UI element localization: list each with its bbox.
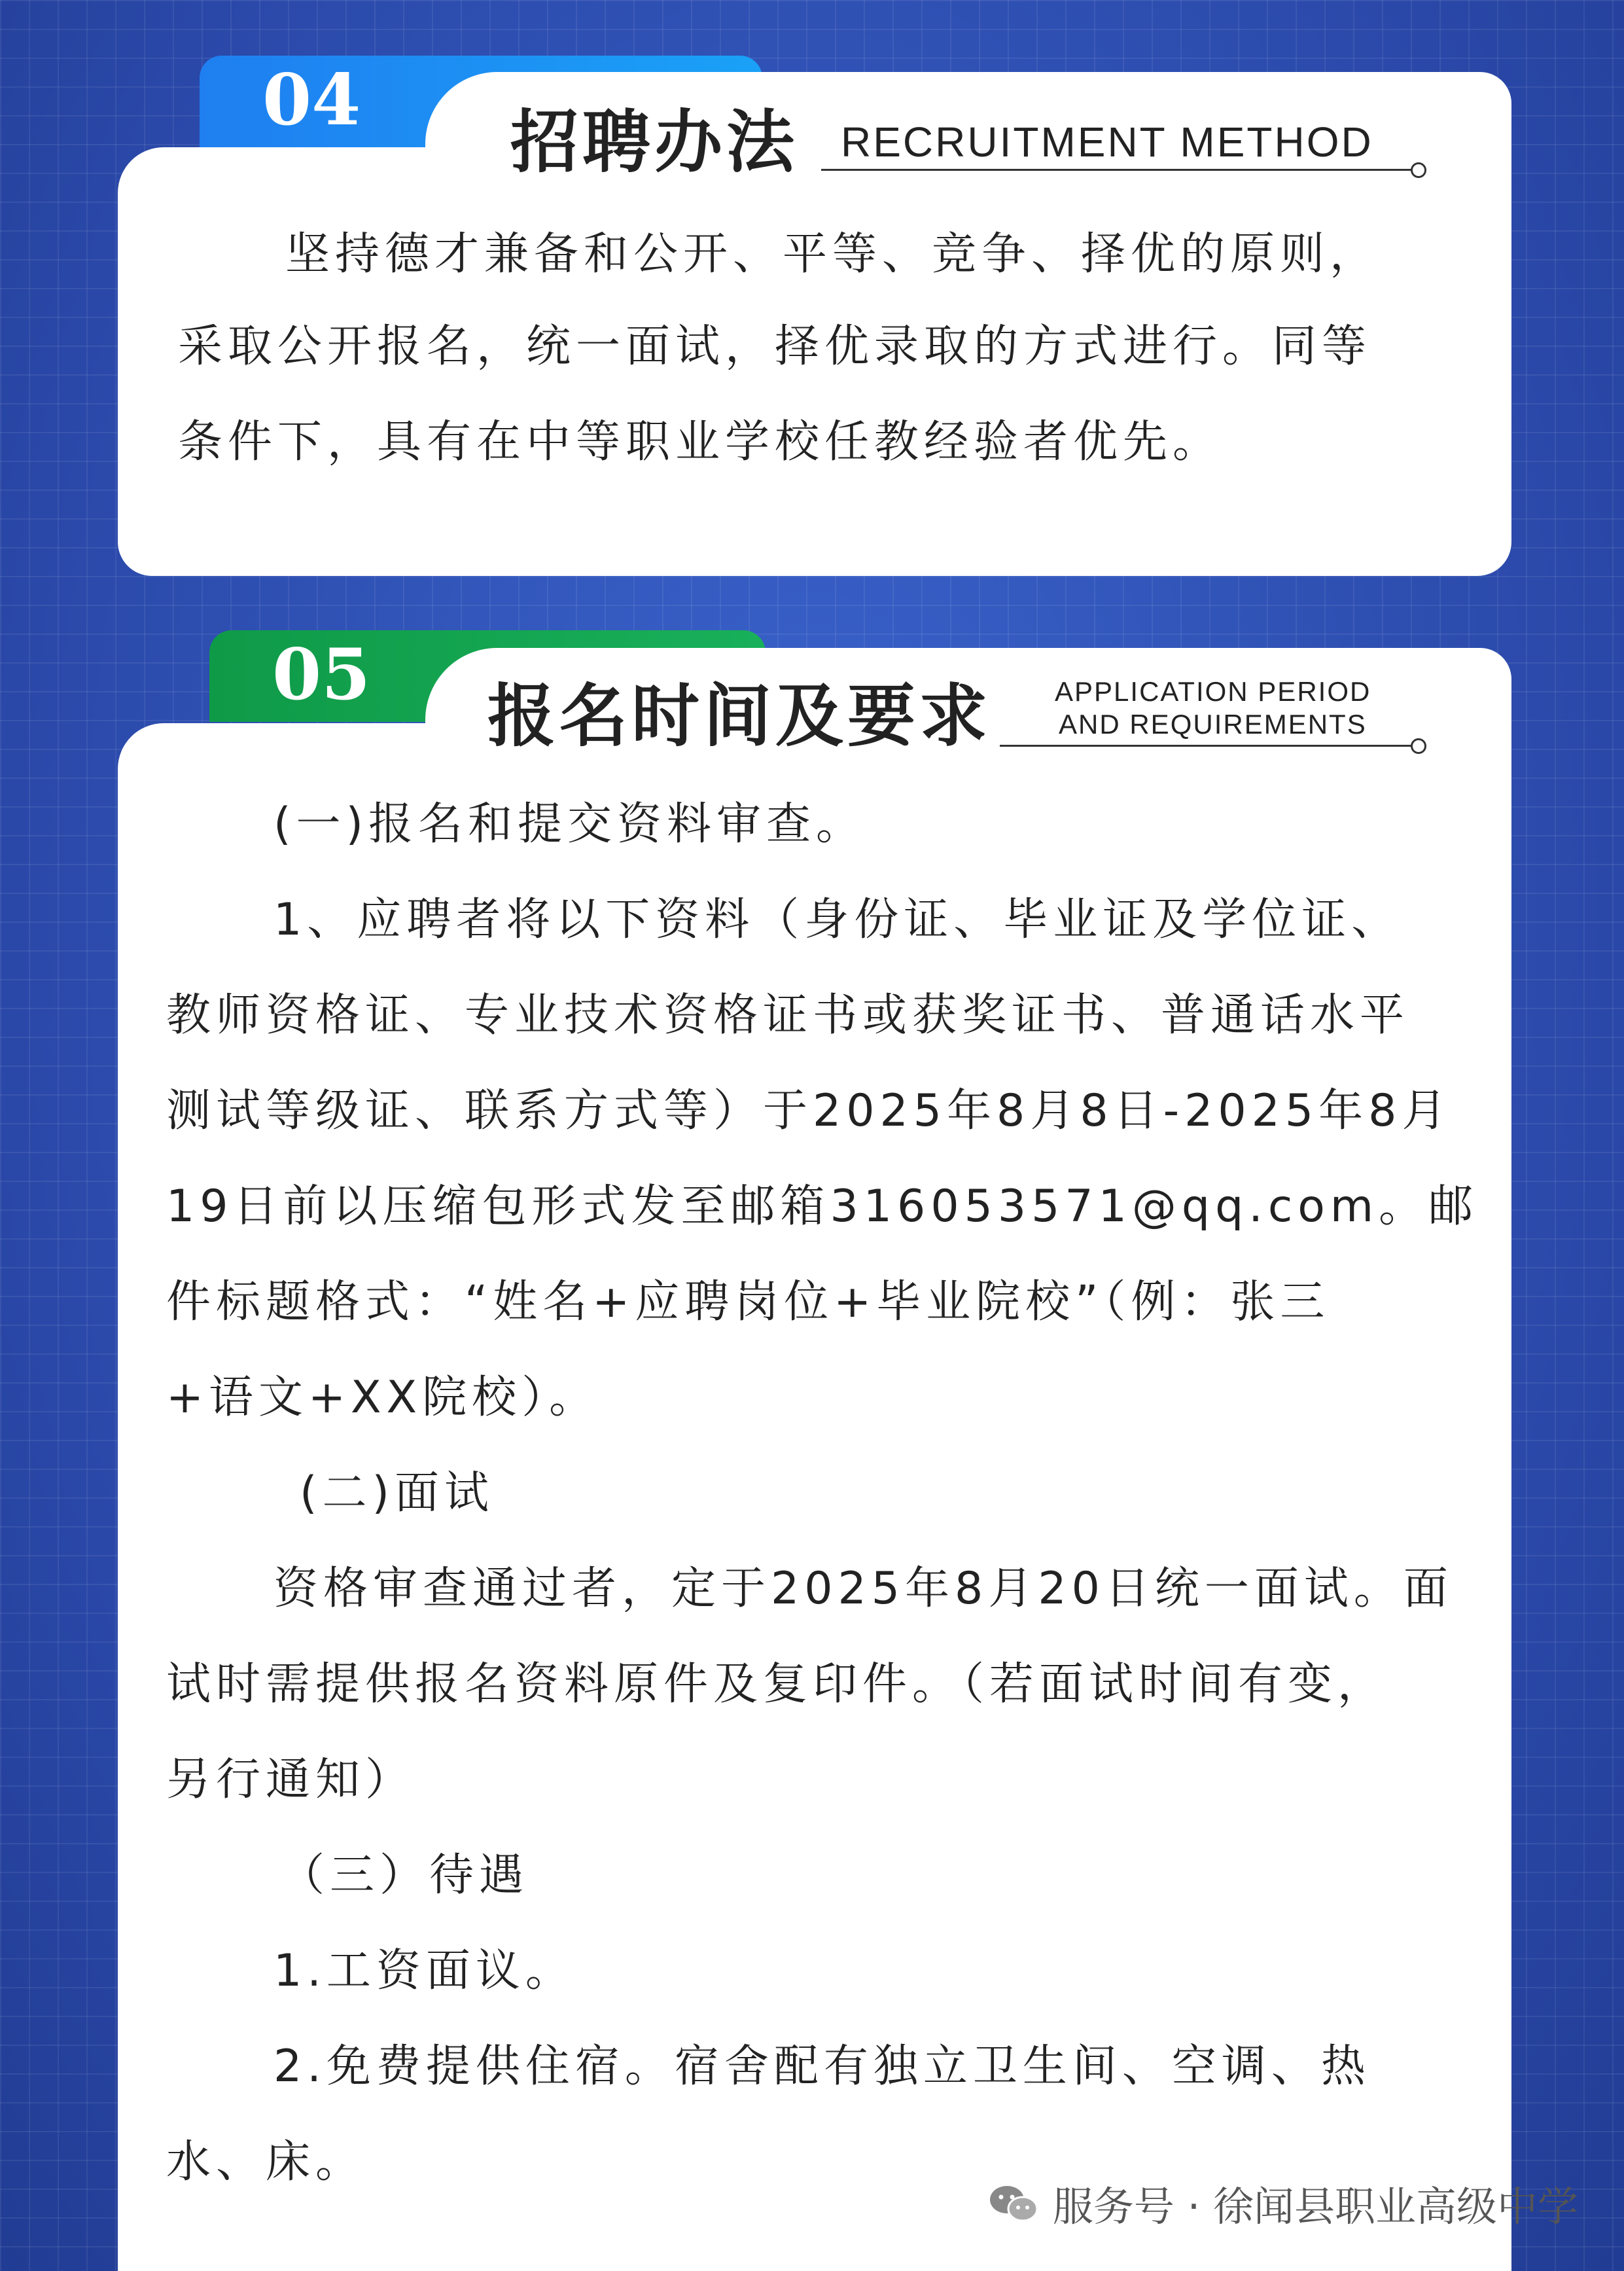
footer-watermark <box>987 2174 1578 2232</box>
section-04-title-en: RECRUITMENT METHOD <box>841 118 1373 166</box>
section-05-line: 1.工资面议。 <box>274 1945 575 1997</box>
section-05-number: 05 <box>272 634 371 716</box>
section-05-line: 另行通知） <box>166 1754 415 1806</box>
section-04-title: 招聘办法 <box>510 102 799 182</box>
section-04-line: 条件下，具有在中等职业学校任教经验者优先。 <box>178 416 1223 468</box>
section-05-line: 件标题格式：“姓名+应聘岗位+毕业院校”（例：张三 <box>166 1276 1330 1328</box>
section-05-line: +语文+XX院校）。 <box>166 1372 599 1423</box>
section-05-line: (二)面试 <box>300 1467 495 1519</box>
section-04-rule-dot <box>1411 162 1426 178</box>
section-05-line: (一)报名和提交资料审查。 <box>274 798 866 850</box>
section-05-title-en-line1: APPLICATION PERIOD <box>1055 676 1371 707</box>
section-05-line: 教师资格证、专业技术资格证书或获奖证书、普通话水平 <box>166 990 1410 1041</box>
section-04-number: 04 <box>262 59 361 141</box>
section-05-title-rule <box>1000 745 1416 747</box>
footer-label: 服务号 · 徐闻县职业高级中学 <box>1052 2183 1578 2230</box>
section-05-line: 测试等级证、联系方式等）于2025年8月8日-2025年8月 <box>166 1085 1452 1137</box>
section-05-title: 报名时间及要求 <box>487 676 992 756</box>
section-05-rule-dot <box>1411 738 1426 754</box>
section-05-line: （三）待遇 <box>280 1850 529 1901</box>
section-05-line: 水、床。 <box>166 2136 366 2188</box>
section-04-title-rule <box>821 169 1415 171</box>
section-05-line: 2.免费提供住宿。宿舍配有独立卫生间、空调、热 <box>274 2041 1371 2092</box>
section-05-line: 19日前以压缩包形式发至邮箱316053571@qq.com。邮 <box>166 1181 1479 1232</box>
section-05-line: 试时需提供报名资料原件及复印件。（若面试时间有变， <box>166 1658 1388 1710</box>
section-04-line: 采取公开报名，统一面试，择优录取的方式进行。同等 <box>178 321 1372 372</box>
section-05-line: 1、应聘者将以下资料（身份证、毕业证及学位证、 <box>274 894 1402 946</box>
wechat-icon <box>987 2183 1040 2225</box>
section-05-title-en-line2: AND REQUIREMENTS <box>1059 709 1367 740</box>
section-05-line: 资格审查通过者，定于2025年8月20日统一面试。面 <box>274 1563 1453 1615</box>
section-04-line: 坚持德才兼备和公开、平等、竞争、择优的原则， <box>285 228 1380 280</box>
